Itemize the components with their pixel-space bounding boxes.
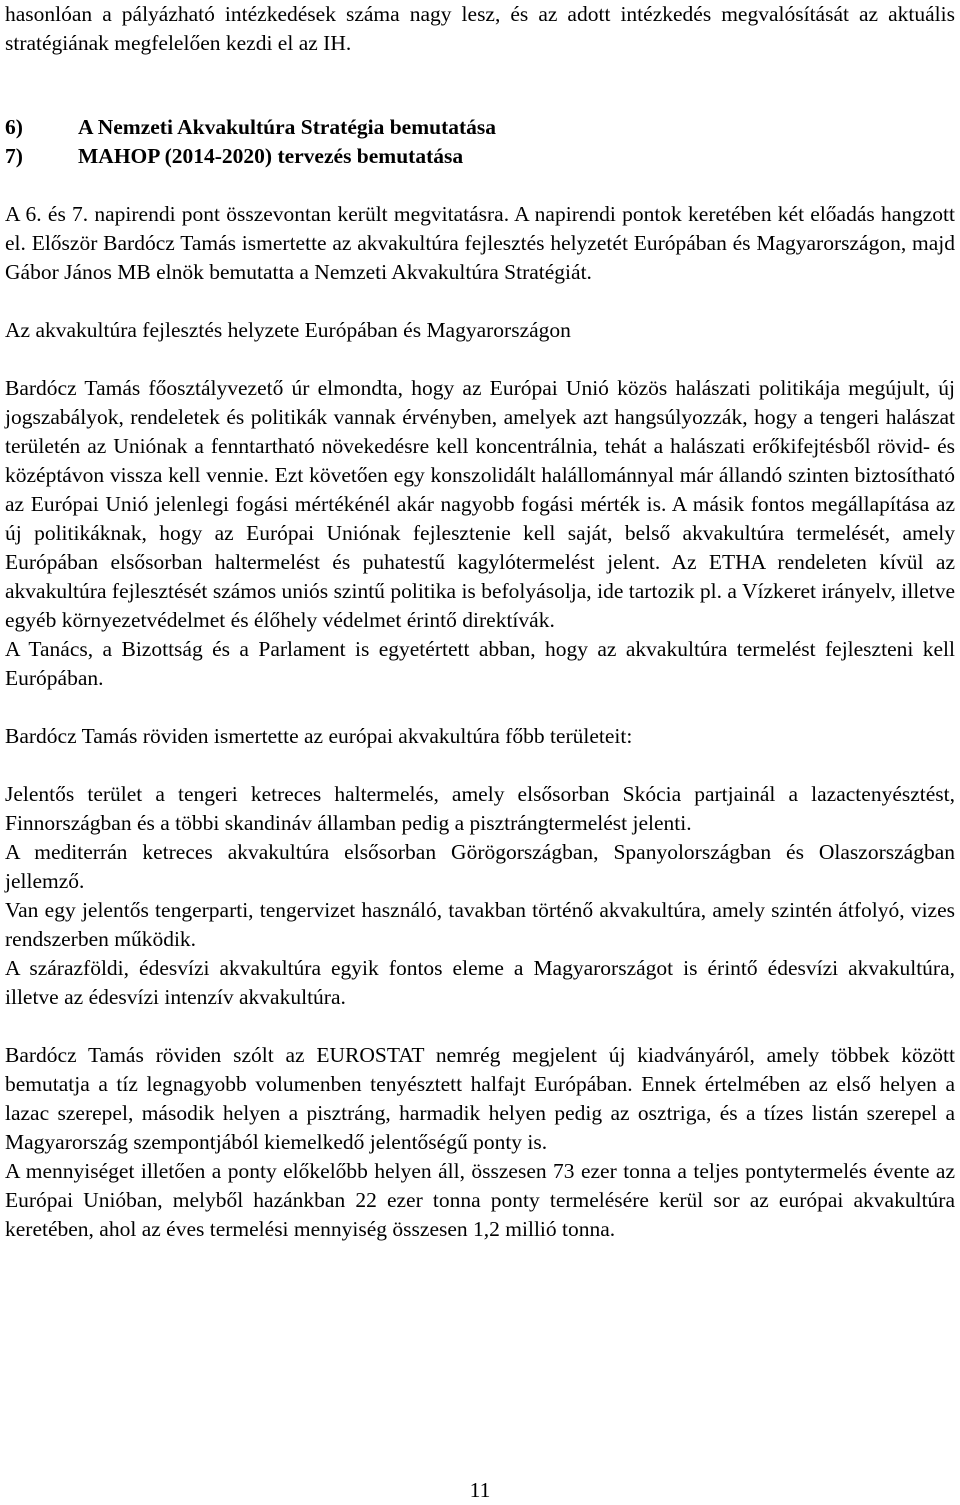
paragraph-overview: A 6. és 7. napirendi pont összevontan került megvitatásra. A napirendi pontok keretében két előadás hangzott el. Először Bardócz Tamás ismertette az akvakultúra fejlesztés helyzetét Európában és Magyarországon, majd Gábor János MB elnök bemutatta a Nemzeti Akvakultúra Stratégiát. <box>5 202 955 284</box>
paragraph-eurostat: Bardócz Tamás röviden szólt az EUROSTAT nemrég megjelent új kiadványáról, amely többek között bemutatja a tíz legnagyobb volumenben tenyésztett halfajt Európában. Ennek értelmében az első helyen a lazac szerepel, második helyen a pisztráng, harmadik helyen pedig az osztriga, és a tízes listán szerepel a Magyarország szempontjából kiemelkedő jelentőségű ponty is. <box>5 1043 955 1154</box>
paragraph-areas-intro: Bardócz Tamás röviden ismertette az európai akvakultúra főbb területeit: <box>5 724 633 748</box>
heading-7 <box>5 142 955 171</box>
intro-paragraph: hasonlóan a pályázható intézkedések száma nagy lesz, és az adott intézkedés megvalósítását az aktuális stratégiának megfelelően kezdi el az IH. <box>5 2 955 55</box>
section-subheading: Az akvakultúra fejlesztés helyzete Európában és Magyarországon <box>5 318 571 342</box>
paragraph-coastal: Van egy jelentős tengerparti, tengervizet használó, tavakban történő akvakultúra, amely szintén átfolyó, vizes rendszerben működik. <box>5 898 955 951</box>
paragraph-agreement: A Tanács, a Bizottság és a Parlament is egyetértett abban, hogy az akvakultúra termelést fejleszteni kell Európában. <box>5 637 955 690</box>
heading-number: 7) <box>5 144 23 168</box>
paragraph-mediterranean: A mediterrán ketreces akvakultúra elsősorban Görögországban, Spanyolországban és Olaszországban jellemző. <box>5 840 955 893</box>
page-number: 11 <box>469 1478 491 1502</box>
paragraph-marine-cages: Jelentős terület a tengeri ketreces haltermelés, amely elsősorban Skócia partjainál a lazactenyésztést, Finnországban és a többi skandináv államban pedig a pisztrángtermelést jelenti. <box>5 782 955 835</box>
heading-text: A Nemzeti Akvakultúra Stratégia bemutatása <box>78 115 497 139</box>
agenda-headings <box>5 113 955 171</box>
document-page <box>5 0 955 1244</box>
paragraph-policy: Bardócz Tamás főosztályvezető úr elmondta, hogy az Európai Unió közös halászati politikája megújult, új jogszabályok, rendeletek és politikák vannak érvényben, amelyek azt hangsúlyozzák, hogy a tengeri halászat területén az Uniónak a fenntartható növekedésre kell koncentrálnia, tehát a halászati erőkifejtésből rövid- és középtávon vissza kell vennie. Ezt követően egy konszolidált halállománnyal már állandó szinten biztosítható az Európai Unió jelenlegi fogási mértékénél akár nagyobb fogási mérték is. A másik fontos megállapítása az új politikáknak, hogy az Európai Uniónak fejlesztenie kell saját, belső akvakultúra termelését, amely Európában elsősorban haltermelést és puhatestű kagylótermelést jelent. Az ETHA rendeleten kívül az akvakultúra fejlesztését számos uniós szintű politika is befolyásolja, ide tartozik pl. a Vízkeret irányelv, illetve egyéb környezetvédelmet és élőhely védelmet érintő direktívák. <box>5 376 955 632</box>
heading-text: MAHOP (2014-2020) tervezés bemutatása <box>78 144 464 168</box>
paragraph-freshwater: A szárazföldi, édesvízi akvakultúra egyik fontos eleme a Magyarországot is érintő édesvízi akvakultúra, illetve az édesvízi intenzív akvakultúra. <box>5 956 955 1009</box>
heading-number: 6) <box>5 115 23 139</box>
paragraph-carp-production: A mennyiséget illetően a ponty előkelőbb helyen áll, összesen 73 ezer tonna a teljes pontytermelés évente az Európai Unióban, melyből hazánkban 22 ezer tonna ponty termelésére kerül sor az európai akvakultúra keretében, ahol az éves termelési mennyiség összesen 1,2 millió tonna. <box>5 1159 955 1241</box>
heading-6 <box>5 113 955 142</box>
